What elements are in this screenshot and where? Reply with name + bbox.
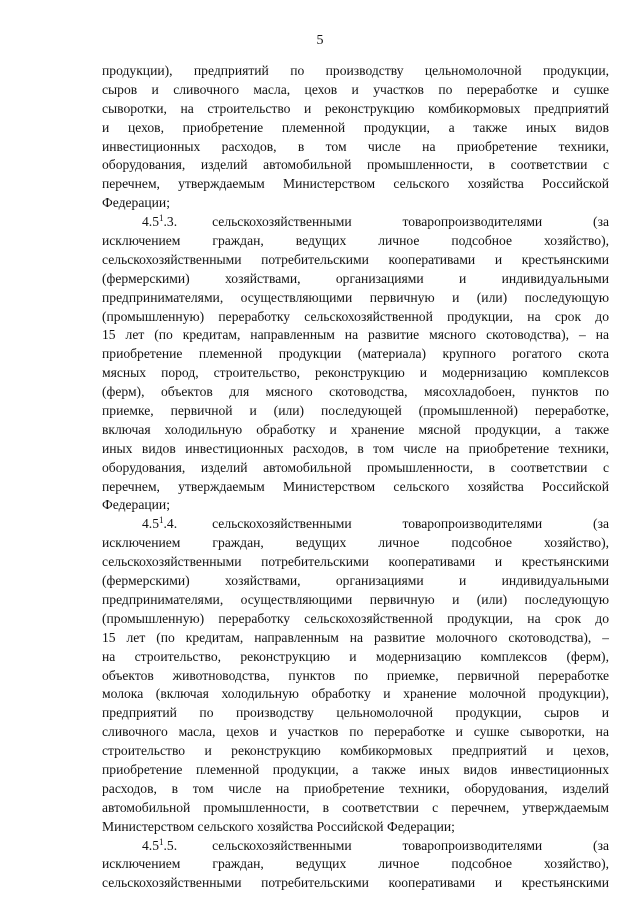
paragraph-line: (фермерскими) хозяйствами, организациями и индивидуальными — [102, 573, 609, 589]
item-number-base: 4.5 — [142, 837, 159, 853]
paragraph-line: сыров и сливочного масла, цехов и участков по переработке и сушке — [102, 81, 609, 97]
item-first-line — [102, 837, 609, 856]
item-number — [142, 214, 177, 229]
item-first-line — [102, 515, 609, 534]
item-number-superscript: 1 — [159, 836, 164, 847]
paragraph-line: сыворотки, на строительство и реконструкцию комбикормовых предприятий — [102, 100, 609, 116]
item-number-superscript: 1 — [159, 515, 164, 526]
page-number: 5 — [316, 33, 324, 48]
paragraph-line: предприятий по производству цельномолочной продукции, сыров и — [102, 705, 609, 721]
paragraph-line: иных видов инвестиционных расходов, в том числе на приобретение техники, — [102, 440, 609, 456]
item-number-superscript: 1 — [159, 213, 164, 224]
paragraph-line: (фермерскими) хозяйствами, организациями и индивидуальными — [102, 270, 609, 286]
paragraph-line: исключением граждан, ведущих личное подсобное хозяйство), — [102, 856, 609, 872]
item-number — [142, 838, 177, 853]
item-first-line-text: сельскохозяйственными товаропроизводителями (за — [212, 214, 609, 230]
item-number-base: 4.5 — [142, 214, 159, 230]
item-number-suffix: .4. — [163, 516, 178, 532]
item-number-suffix: .5. — [163, 837, 178, 853]
document-body — [102, 62, 609, 893]
paragraph-line: Федерации; — [102, 497, 170, 513]
paragraph-line: Министерством сельского хозяйства Российской Федерации; — [102, 818, 455, 834]
paragraph-line: на строительство, реконструкцию и модернизацию комплексов (ферм), — [102, 648, 609, 664]
paragraph-line: 15 лет (по кредитам, направленным на развитие мясного скотоводства), – на — [102, 327, 609, 343]
paragraph-line: исключением граждан, ведущих личное подсобное хозяйство), — [102, 233, 609, 249]
paragraph-line: автомобильной промышленности, в соответствии с перечнем, утверждаемым — [102, 799, 609, 815]
paragraph-line: оборудования, изделий автомобильной промышленности, в соответствии с — [102, 459, 609, 475]
paragraph-line: сельскохозяйственными потребительскими кооперативами и крестьянскими — [102, 875, 609, 891]
paragraph-line: строительство и реконструкцию комбикормовых предприятий и цехов, — [102, 743, 609, 759]
paragraph-line: сливочного масла, цехов и участков по переработке и сушке сыворотки, на — [102, 724, 609, 740]
item-number-suffix: .3. — [163, 214, 178, 230]
paragraph-line: (ферм), объектов для мясного скотоводства, мясохладобоен, пунктов по — [102, 384, 609, 400]
paragraph-line: приемке, первичной и (или) последующей (промышленной) переработке, — [102, 403, 609, 419]
item-number — [142, 516, 177, 531]
paragraph-line: предпринимателями, осуществляющими первичную и (или) последующую — [102, 289, 609, 305]
paragraph-line: (промышленную) переработку сельскохозяйственной продукции, на срок до — [102, 308, 609, 324]
paragraph-line: оборудования, изделий автомобильной промышленности, в соответствии с — [102, 157, 609, 173]
paragraph-line: 15 лет (по кредитам, направленным на развитие молочного скотоводства), – — [102, 629, 609, 645]
paragraph-line: расходов, в том числе на приобретение техники, оборудования, изделий — [102, 780, 609, 796]
paragraph-line: продукции), предприятий по производству цельномолочной продукции, — [102, 63, 609, 78]
item-number-base: 4.5 — [142, 516, 159, 532]
paragraph-line: предпринимателями, осуществляющими первичную и (или) последующую — [102, 591, 609, 607]
paragraph-line: мясных пород, строительство, реконструкцию и модернизацию комплексов — [102, 365, 609, 381]
paragraph-line: приобретение племенной продукции (материала) крупного рогатого скота — [102, 346, 609, 362]
paragraph-line: перечнем, утверждаемым Министерством сельского хозяйства Российской — [102, 176, 609, 192]
item-first-line-text: сельскохозяйственными товаропроизводителями (за — [212, 837, 609, 853]
paragraph-line: исключением граждан, ведущих личное подсобное хозяйство), — [102, 535, 609, 551]
paragraph-line: Федерации; — [102, 195, 170, 211]
paragraph-line: (промышленную) переработку сельскохозяйственной продукции, на срок до — [102, 610, 609, 626]
paragraph-line: приобретение племенной продукции, а также иных видов инвестиционных — [102, 761, 609, 777]
paragraph-line: перечнем, утверждаемым Министерством сельского хозяйства Российской — [102, 478, 609, 494]
paragraph-line: объектов животноводства, пунктов по приемке, первичной переработке — [102, 667, 609, 683]
paragraph-line: и цехов, приобретение племенной продукции, а также иных видов — [102, 119, 609, 135]
paragraph-line: сельскохозяйственными потребительскими кооперативами и крестьянскими — [102, 251, 609, 267]
paragraph-line: молока (включая холодильную обработку и хранение молочной продукции), — [102, 686, 609, 702]
item-first-line — [102, 213, 609, 232]
item-first-line-text: сельскохозяйственными товаропроизводителями (за — [212, 516, 609, 532]
paragraph-line: сельскохозяйственными потребительскими кооперативами и крестьянскими — [102, 554, 609, 570]
paragraph-line: инвестиционных расходов, в том числе на приобретение техники, — [102, 138, 609, 154]
paragraph-line: включая холодильную обработку и хранение мясной продукции, а также — [102, 421, 609, 437]
